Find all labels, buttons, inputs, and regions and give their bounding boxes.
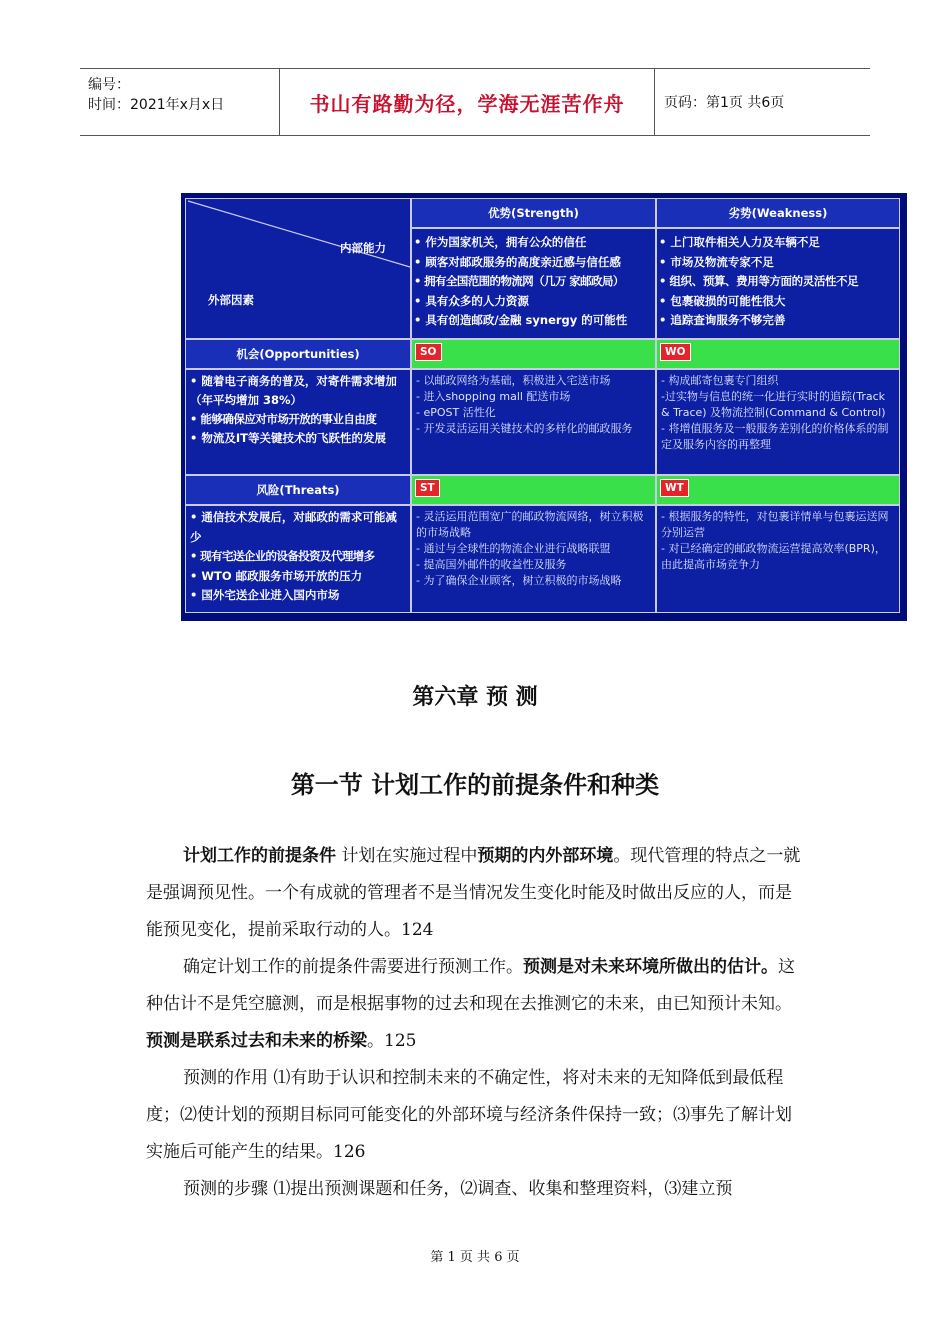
- list-item: • 随着电子商务的普及，对寄件需求增加 （年平均增加 38%）: [190, 374, 397, 407]
- page-header: [80, 68, 870, 136]
- threats-cell: [185, 505, 411, 613]
- list-item: - 灵活运用范围宽广的邮政物流网络，树立积极的市场战略: [416, 510, 644, 539]
- list-item: • 物流及IT等关键技术的飞跃性的发展: [190, 431, 386, 445]
- wo-header: [656, 339, 900, 369]
- list-item: • 上门取件相关人力及车辆不足: [659, 235, 820, 249]
- list-item: • 具有众多的人力资源: [414, 293, 529, 308]
- list-item: • 追踪查询服务不够完善: [659, 313, 786, 327]
- text-span: 。125: [367, 1031, 417, 1051]
- diagonal-line: [186, 199, 412, 340]
- list-item: - ePOST 活性化: [416, 406, 496, 419]
- st-tag: ST: [415, 479, 440, 497]
- list-item: - 以邮政网络为基础，积极进入宅送市场: [416, 374, 611, 387]
- paragraph-4: 预测的步骤 ⑴提出预测课题和任务，⑵调查、收集和整理资料，⑶建立预: [183, 1179, 733, 1199]
- bold-term: 预期的内外部环境: [477, 846, 614, 866]
- list-item: • 拥有全国范围的物流网（几万 家邮政局）: [414, 274, 624, 288]
- list-item: • 作为国家机关，拥有公众的信任: [414, 235, 587, 249]
- wt-tag: WT: [660, 479, 689, 497]
- header-page-info: 页码：第1页 共6页: [664, 95, 785, 111]
- list-item: • 顾客对邮政服务的高度亲近感与信任感: [414, 254, 621, 269]
- list-item: - 通过与全球性的物流企业进行战略联盟: [416, 542, 611, 555]
- section-title: 第一节 计划工作的前提条件和种类: [290, 771, 660, 799]
- list-item: - 对已经确定的邮政物流运营提高效率(BPR)，由此提高市场竞争力: [661, 542, 886, 571]
- bold-term: 计划工作的前提条件: [183, 846, 336, 866]
- bold-term: 预测是对未来环境所做出的估计。: [523, 957, 778, 977]
- paragraph-2: [146, 949, 808, 1060]
- paragraph-1: [146, 838, 808, 949]
- so-header: [411, 339, 656, 369]
- st-header: [411, 475, 656, 505]
- list-item: - 为了确保企业顾客，树立积极的市场战略: [416, 574, 622, 587]
- list-item: - 根据服务的特性，对包裹详情单与包裹运送网分别运营: [661, 510, 889, 539]
- list-item: • 组织、预算、费用等方面的灵活性不足: [659, 274, 859, 288]
- weaknesses-cell: [656, 228, 900, 339]
- text-span: 这种估计不是凭空臆测，而是根据事物的过去和现在去推测它的未来，由已知预计未知。: [146, 957, 795, 1014]
- text-span: 。现代管理的特点之一就是强调预见性。一个有成就的管理者不是当情况发生变化时能及时做出反应的人，而是能预见变化，提前采取行动的人。124: [146, 846, 801, 940]
- wt-cell: [656, 505, 900, 613]
- text-span: 计划在实施过程中: [336, 846, 478, 866]
- code-label: 编号：: [88, 77, 130, 93]
- text-span: 确定计划工作的前提条件需要进行预测工作。: [183, 957, 523, 977]
- list-item: - 进入shopping mall 配送市场: [416, 390, 571, 403]
- st-cell: [411, 505, 656, 613]
- swot-matrix: [181, 193, 907, 621]
- so-tag: SO: [415, 343, 442, 361]
- header-motto: 书山有路勤为径，学海无涯苦作舟: [280, 69, 655, 135]
- external-label: 外部因素: [208, 293, 254, 307]
- wo-cell: [656, 369, 900, 475]
- page-footer: 第 1 页 共 6 页: [430, 1250, 520, 1265]
- so-cell: [411, 369, 656, 475]
- strength-header: 优势(Strength): [411, 198, 656, 228]
- list-item: • 国外宅送企业进入国内市场: [190, 588, 340, 602]
- list-item: • 具有创造邮政/金融 synergy 的可能性: [414, 313, 628, 327]
- bold-term: 预测是联系过去和未来的桥梁: [146, 1031, 367, 1051]
- wo-tag: WO: [660, 343, 691, 361]
- weakness-header: 劣势(Weakness): [656, 198, 900, 228]
- list-item: - 将增值服务及一般服务差别化的价格体系的制定及服务内容的再整理: [661, 422, 889, 451]
- list-item: • 通信技术发展后，对邮政的需求可能减少: [190, 510, 397, 544]
- internal-label: 内部能力: [340, 241, 386, 255]
- list-item: • 包裹破损的可能性很大: [659, 293, 786, 308]
- list-item: - 提高国外邮件的收益性及服务: [416, 558, 567, 571]
- opportunities-header: 机会(Opportunities): [185, 339, 411, 369]
- list-item: • WTO 邮政服务市场开放的压力: [190, 568, 363, 583]
- list-item: • 现有宅送企业的设备投资及代理增多: [190, 549, 375, 563]
- list-item: - 开发灵活运用关键技术的多样化的邮政服务: [416, 422, 633, 435]
- list-item: • 市场及物流专家不足: [659, 254, 774, 269]
- paragraph-3: 预测的作用 ⑴有助于认识和控制未来的不确定性，将对未来的无知降低到最低程度；⑵使计划的预期目标同可能变化的外部环境与经济条件保持一致；⑶事先了解计划实施后可能产生的结果。126: [146, 1068, 792, 1162]
- list-item: • 能够确保应对市场开放的事业自由度: [190, 412, 377, 426]
- wt-header: [656, 475, 900, 505]
- swot-corner-cell: [185, 198, 411, 339]
- list-item: - 构成邮寄包裹专门组织: [661, 374, 779, 387]
- threats-header: 风险(Threats): [185, 475, 411, 505]
- list-item: -过实物与信息的统一化进行实时的追踪(Track & Trace) 及物流控制(Command & Control): [661, 390, 886, 419]
- chapter-title: 第六章 预 测: [412, 685, 538, 710]
- strengths-cell: [411, 228, 656, 339]
- opportunities-cell: [185, 369, 411, 475]
- header-meta: [80, 69, 280, 135]
- time-label: 时间：2021年x月x日: [88, 97, 225, 113]
